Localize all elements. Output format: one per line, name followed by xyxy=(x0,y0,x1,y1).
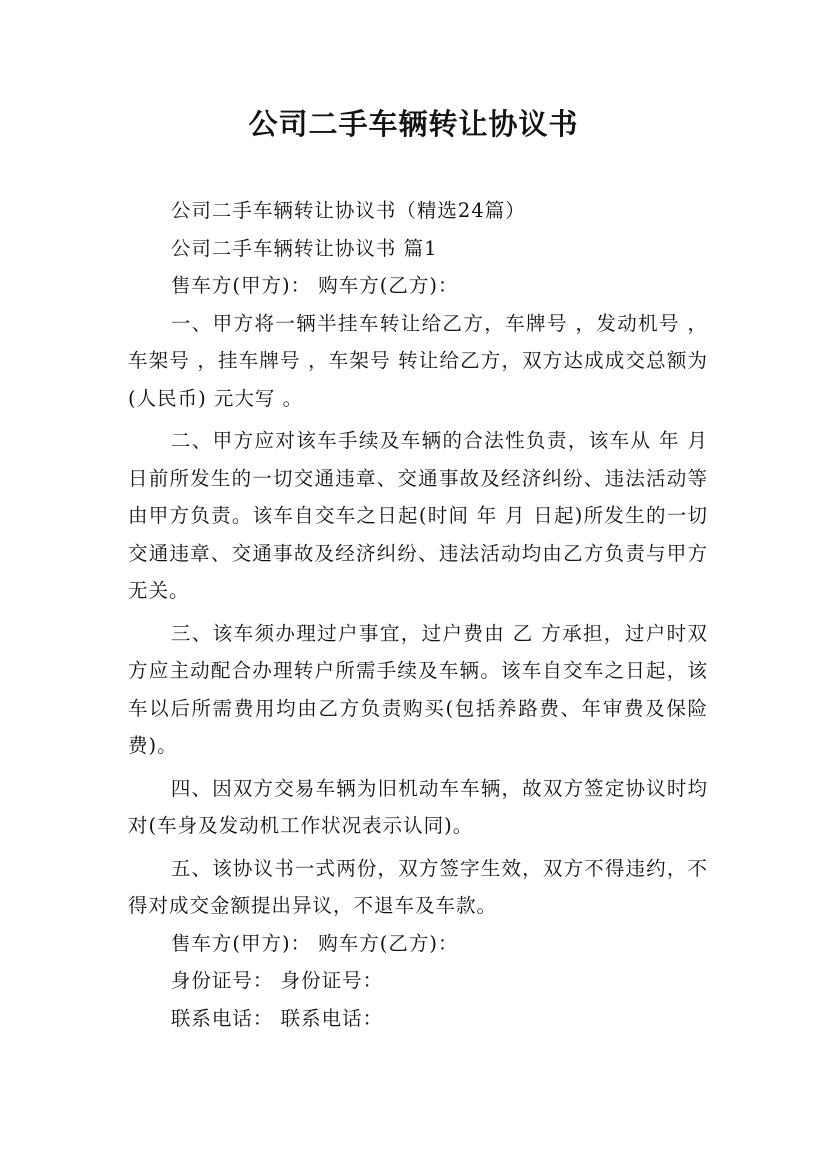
document-title: 公司二手车辆转让协议书 xyxy=(248,107,579,141)
clause-2: 二、甲方应对该车手续及车辆的合法性负责，该车从 年 月 日前所发生的一切交通违章、交通事故及经济纠纷、违法活动等由甲方负责。该车自交车之日起(时间 年 月 日起)所发生的一切交通违章、交通事故及经济纠纷、违法活动均由乙方负责与甲方无关。 xyxy=(128,429,708,602)
clause-1: 一、甲方将一辆半挂车转让给乙方，车牌号 ，发动机号 ，车架号 ，挂车牌号 ，车架号 转让给乙方，双方达成成交总额为(人民币) 元大写 。 xyxy=(128,311,708,410)
clause-3: 三、该车须办理过户事宜，过户费由 乙 方承担，过户时双方应主动配合办理转户所需手续及车辆。该车自交车之日起，该车以后所需费用均由乙方负责购买(包括养路费、年审费及保险费)。 xyxy=(128,621,708,757)
clause-5: 五、该协议书一式两份，双方签字生效，双方不得违约，不得对成交金额提出异议，不退车及车款。 xyxy=(128,856,708,917)
signature-parties-line: 售车方(甲方)： 购车方(乙方)： xyxy=(170,931,459,955)
document-body xyxy=(128,192,708,1037)
id-number-line: 身份证号： 身份证号： xyxy=(170,969,384,992)
parties-line: 售车方(甲方)： 购车方(乙方)： xyxy=(170,274,459,297)
section-heading: 公司二手车辆转让协议书 篇1 xyxy=(170,236,438,260)
subtitle-paragraph: 公司二手车辆转让协议书（精选24篇） xyxy=(170,199,526,222)
phone-line: 联系电话： 联系电话： xyxy=(170,1006,384,1030)
clause-4: 四、因双方交易车辆为旧机动车车辆，故双方签定协议时均对(车身及发动机工作状况表示认同)。 xyxy=(128,776,708,837)
